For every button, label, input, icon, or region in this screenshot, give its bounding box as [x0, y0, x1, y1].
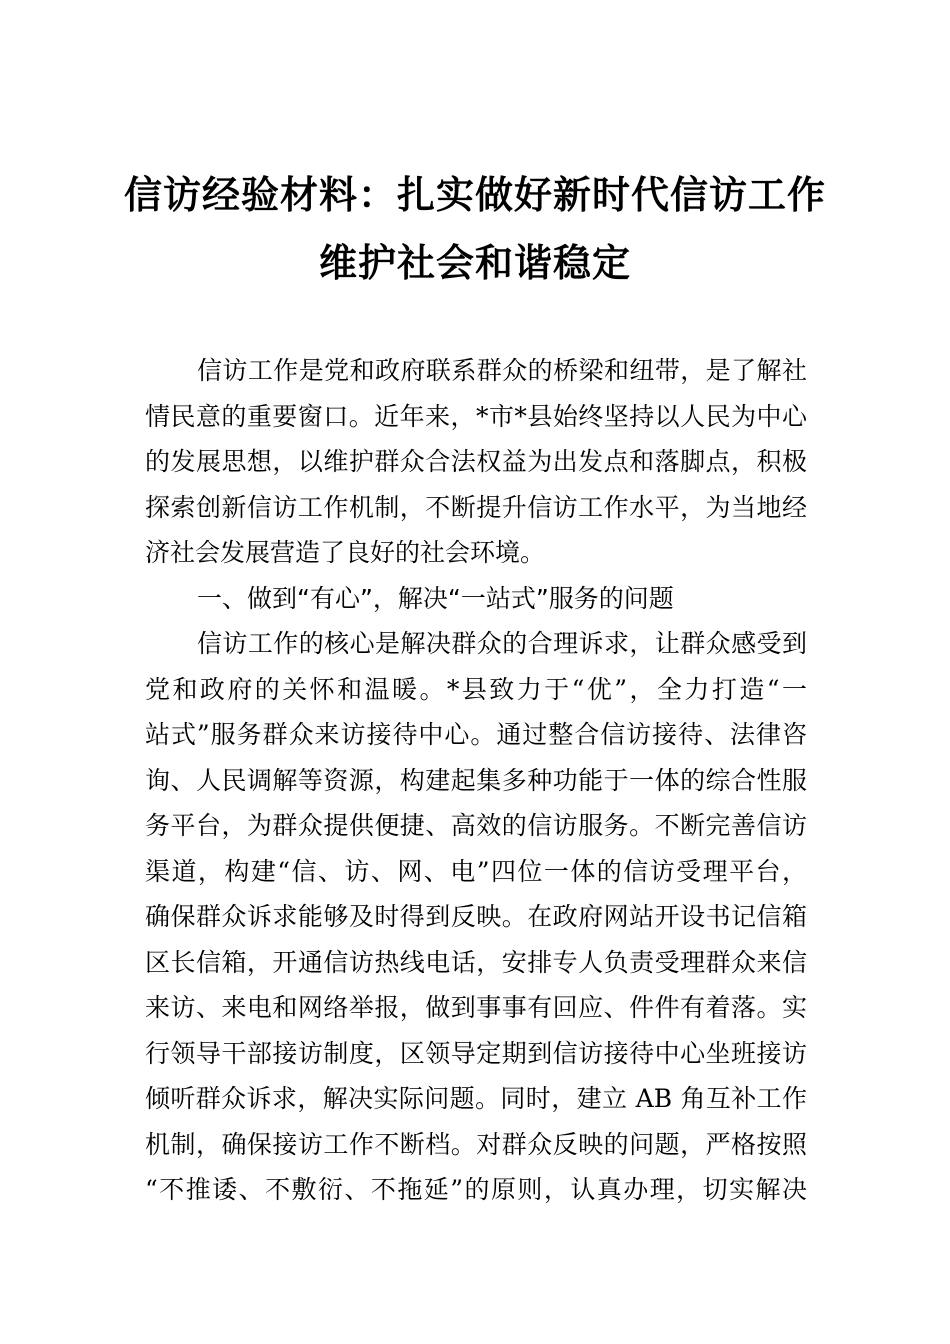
text-line: 来访、来电和网络举报，做到事事有回应、件件有着落。实: [145, 993, 807, 1022]
text-line: 渠道，构建“信、访、网、电”四位一体的信访受理平台，: [145, 856, 807, 886]
paragraph-intro: [145, 348, 807, 576]
text-line: 站式”服务群众来访接待中心。通过整合信访接待、法律咨: [145, 720, 807, 749]
document-title-line-2: 维护社会和谐稳定: [318, 240, 631, 285]
text-line: 探索创新信访工作机制，不断提升信访工作水平，为当地经: [145, 492, 807, 522]
text-line: 信访工作是党和政府联系群众的桥梁和纽带，是了解社: [197, 356, 807, 385]
text-line: 行领导干部接访制度，区领导定期到信访接待中心坐班接访: [145, 1038, 807, 1068]
text-line: 党和政府的关怀和温暖。*县致力于“优”，全力打造“一: [145, 674, 807, 704]
text-line: “不推诿、不敷衍、不拖延”的原则，认真办理，切实解决: [145, 1175, 807, 1204]
text-line: 务平台，为群众提供便捷、高效的信访服务。不断完善信访: [145, 811, 807, 840]
text-line: 机制，确保接访工作不断档。对群众反映的问题，严格按照: [145, 1129, 807, 1159]
text-line: 区长信箱，开通信访热线电话，安排专人负责受理群众来信: [145, 947, 807, 977]
text-line: 询、人民调解等资源，构建起集多种功能于一体的综合性服: [145, 765, 807, 795]
text-line: 情民意的重要窗口。近年来，*市*县始终坚持以人民为中心: [145, 401, 807, 431]
text-line: 的发展思想，以维护群众合法权益为出发点和落脚点，积极: [145, 447, 807, 476]
text-line: 确保群众诉求能够及时得到反映。在政府网站开设书记信箱: [145, 902, 807, 931]
paragraph-section-1: [145, 621, 807, 1213]
text-line: 倾听群众诉求，解决实际问题。同时，建立 AB 角互补工作: [145, 1084, 807, 1113]
document-body: [145, 348, 807, 1213]
text-line: 信访工作的核心是解决群众的合理诉求，让群众感受到: [197, 629, 807, 658]
text-line: 济社会发展营造了良好的社会环境。: [145, 538, 546, 567]
section-heading-1: 一、做到“有心”，解决“一站式”服务的问题: [197, 583, 674, 613]
document-title-line-1: 信访经验材料：扎实做好新时代信访工作: [123, 172, 826, 217]
